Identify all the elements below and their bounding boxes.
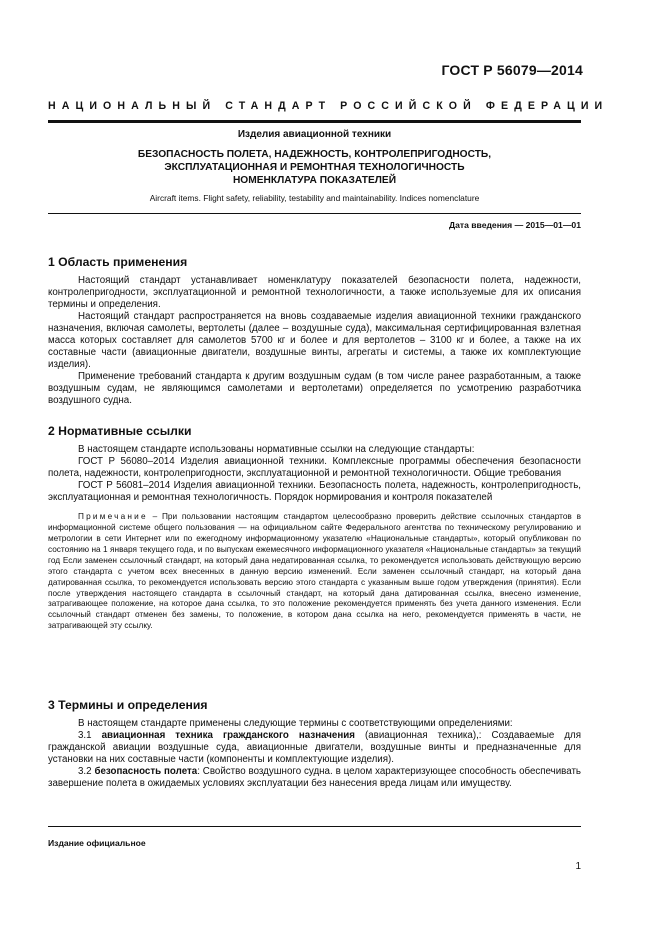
term-definition xyxy=(48,730,581,766)
official-edition-label: Издание официальное xyxy=(48,838,146,848)
paragraph: Настоящий стандарт распространяется на вновь создаваемые изделия авиационной техники гражданского назначения, включая самолеты, вертолеты (далее – воздушные суда), максимальная сертифицированная взлетная масса которых составляет для самолетов 5700 кг и более и для вертолетов – 3100 кг и более, а также на их составные части (авиационные двигатели, воздушные винты, агрегаты и системы, а также их комплектующие изделия). xyxy=(48,311,581,371)
note xyxy=(48,512,581,632)
page-number: 1 xyxy=(575,861,581,872)
term-definition xyxy=(48,766,581,790)
section-terms xyxy=(48,698,581,790)
document-title xyxy=(48,148,581,187)
paragraph: В настоящем стандарте применены следующие термины с соответствующими определениями: xyxy=(78,718,513,729)
term-number: 3.1 xyxy=(78,730,102,742)
note-text: – При пользовании настоящим стандартом целесообразно проверить действие ссылочных стандартов в информационной системе общего пользования — на официальном сайте Федерального агентства по техническому регулированию и метрологии в сети Интернет или по ежегодному информационному указателю «Национальные стандарты», который опубликован по состоянию на 1 января текущего года, и по выпускам ежемесячного информационного указателя «Национальные стандарты» за текущий год Если заменен ссылочный стандарт, на который дана недатированная ссылка, то рекомендуется использовать действующую версию этого стандарта с учетом всех внесенных в данную версию изменений. Если заменен ссылочный стандарт, на который дана датированная ссылка, то рекомендуется использовать версию этого стандарта с указанным выше годом утверждения (принятия). Если после утверждения настоящего стандарта в ссылочный стандарт, на который дана датированная ссылка, внесено изменение, затрагивающее положение, на которое дана ссылка, то это положение рекомендуется применять без учета данного изменения. Если ссылочный стандарт отменен без замены, то положение, в котором дана ссылка на него, рекомендуется применять в части, не затрагивающей эту ссылку. xyxy=(48,512,581,631)
introduction-date: Дата введения — 2015—01—01 xyxy=(448,220,581,230)
title-line: НОМЕНКЛАТУРА ПОКАЗАТЕЛЕЙ xyxy=(232,175,397,186)
term-text: (авиационная техника),: Создаваемые для гражданской авиации воздушные суда, авиационные двигатели, воздушные винты и предназначенные для установки на них составные части (компоненты и комплектующие изделия). xyxy=(48,730,582,766)
national-standard-heading: НАЦИОНАЛЬНЫЙ СТАНДАРТ РОССИЙСКОЙ ФЕДЕРАЦИИ xyxy=(48,100,609,112)
term-text: : Свойство воздушного судна. в целом характеризующее способность обеспечивать завершение полета в ожидаемых условиях эксплуатации без нанесения вреда лицам или имуществу. xyxy=(48,766,581,790)
paragraph: Настоящий стандарт устанавливает номенклатуру показателей безопасности полета, надежности, контролепригодности, эксплуатационной и ремонтной технологичности, а также используемые для их описания термины и определения. xyxy=(48,275,581,311)
section-scope xyxy=(48,255,581,408)
title-line: ЭКСПЛУАТАЦИОННАЯ И РЕМОНТНАЯ ТЕХНОЛОГИЧНОСТЬ xyxy=(164,162,465,173)
standard-number: ГОСТ Р 56079—2014 xyxy=(441,62,583,78)
term-name: авиационная техника гражданского назначения xyxy=(101,730,355,742)
document-subject: Изделия авиационной техники xyxy=(237,129,392,140)
section-heading: 3 Термины и определения xyxy=(48,698,208,712)
term-number: 3.2 xyxy=(78,766,95,778)
section-heading: 1 Область применения xyxy=(48,255,188,269)
paragraph: В настоящем стандарте использованы нормативные ссылки на следующие стандарты: xyxy=(78,444,475,455)
header-rule xyxy=(48,120,581,123)
reference-item: ГОСТ Р 56080–2014 Изделия авиационной техники. Комплексные программы обеспечения безопасности полета, надежности, контролепригодности, эксплуатационной и ремонтной технологичности. Общие требования xyxy=(48,456,581,480)
term-name: безопасность полета xyxy=(94,766,198,778)
title-rule xyxy=(48,213,581,214)
section-heading: 2 Нормативные ссылки xyxy=(48,424,192,438)
section-references xyxy=(48,424,581,632)
english-title: Aircraft items. Flight safety, reliability, testability and maintainability. Indices nomenclature xyxy=(149,193,480,203)
note-label: Примечание xyxy=(78,512,148,522)
reference-item: ГОСТ Р 56081–2014 Изделия авиационной техники. Безопасность полета, надежность, контролепригодность, эксплуатационная и ремонтная технологичность. Порядок нормирования и контроля показателей xyxy=(48,480,581,504)
title-line: БЕЗОПАСНОСТЬ ПОЛЕТА, НАДЕЖНОСТЬ, КОНТРОЛЕПРИГОДНОСТЬ, xyxy=(137,149,492,160)
paragraph: Применение требований стандарта к другим воздушным судам (в том числе ранее разработанным, а также воздушным судам, не являющимся самолетами и вертолетами) определяется по усмотрению разработчика воздушного судна. xyxy=(48,371,581,407)
footer-rule xyxy=(48,826,581,827)
